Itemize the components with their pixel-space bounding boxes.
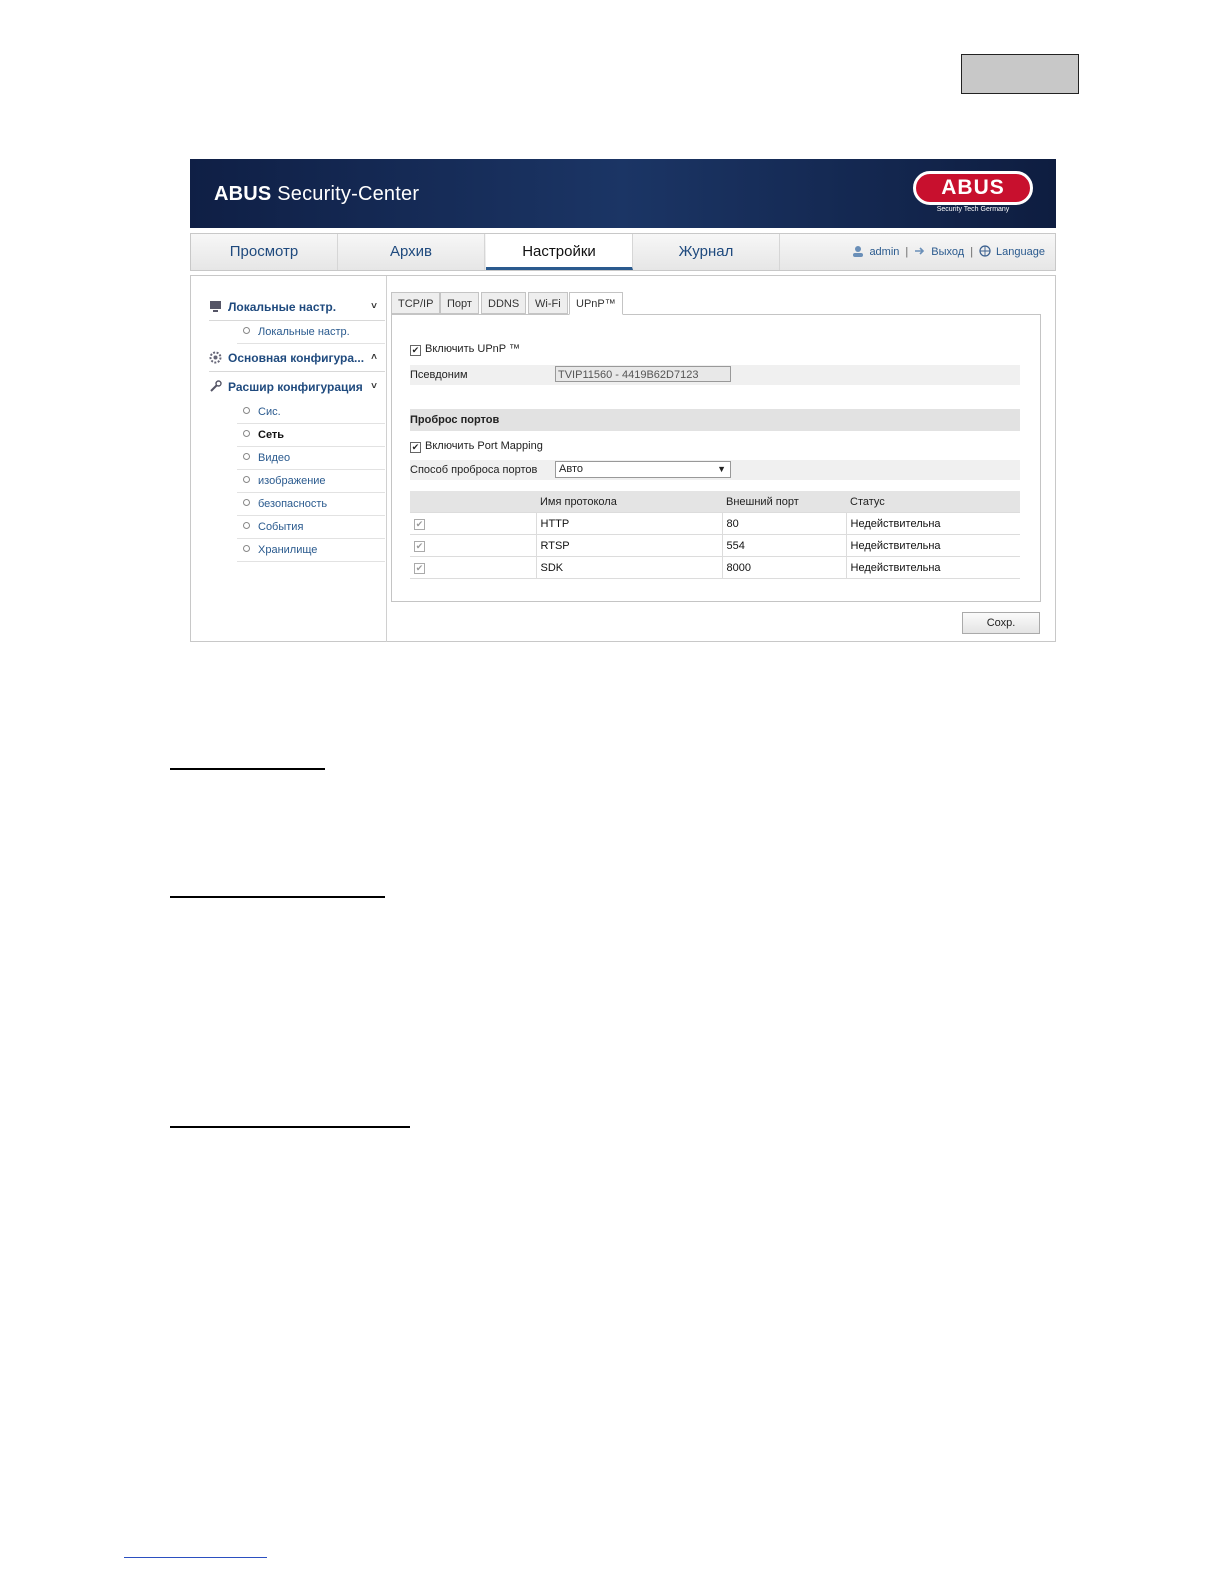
upnp-panel: [391, 314, 1041, 602]
chevron-down-icon: ˅: [371, 381, 377, 392]
enable-upnp-row: [410, 339, 1020, 359]
sidebar-local-settings[interactable]: Локальные настр. ˅: [209, 294, 385, 321]
heading-underline-1: [170, 768, 325, 770]
language-link[interactable]: Language: [996, 246, 1045, 258]
enable-mapping-label: Включить Port Mapping: [425, 440, 543, 452]
globe-icon: [979, 245, 991, 257]
tab-settings[interactable]: Настройки: [486, 234, 633, 270]
gear-icon: [209, 351, 222, 364]
content-area: [190, 275, 1056, 642]
app-title: ABUS Security-Center: [214, 183, 420, 205]
tab-tcpip[interactable]: TCP/IP: [391, 292, 440, 314]
bullet-icon: [243, 522, 250, 529]
bullet-icon: [243, 499, 250, 506]
row-checkbox[interactable]: ✔: [415, 519, 424, 529]
logo-subtitle: Security Tech Germany: [936, 206, 1010, 213]
bullet-icon: [243, 476, 250, 483]
tab-ddns[interactable]: DDNS: [481, 292, 526, 314]
logout-icon: [914, 245, 926, 257]
tab-preview[interactable]: Просмотр: [191, 234, 338, 270]
sidebar-item-system[interactable]: Сис.: [237, 401, 385, 424]
alias-input[interactable]: TVIP11560 - 4419B62D7123: [555, 366, 731, 382]
corner-box: [961, 54, 1079, 94]
enable-upnp-label: Включить UPnP ™: [425, 343, 520, 355]
table-row: ✔ SDK 8000 Недействительна: [410, 557, 1020, 579]
col-protocol: Имя протокола: [536, 491, 722, 513]
table-row: ✔ HTTP 80 Недействительна: [410, 513, 1020, 535]
user-bar: admin | Выход | Language: [852, 234, 1045, 270]
sidebar-basic-config[interactable]: Основная конфигура... ˄: [209, 345, 385, 372]
enable-mapping-row: [410, 436, 1020, 456]
wrench-icon: [209, 380, 222, 393]
sidebar-item-security[interactable]: безопасность: [237, 493, 385, 516]
mapping-mode-label: Способ проброса портов: [410, 464, 538, 476]
monitor-icon: [209, 300, 222, 313]
tab-archive[interactable]: Архив: [338, 234, 485, 270]
sidebar-item-image[interactable]: изображение: [237, 470, 385, 493]
enable-mapping-checkbox[interactable]: ✔: [411, 442, 420, 452]
tab-upnp[interactable]: UPnP™: [569, 292, 623, 315]
col-external-port: Внешний порт: [722, 491, 846, 513]
main-nav: [190, 233, 1056, 271]
logout-link[interactable]: Выход: [931, 246, 965, 258]
sidebar-advanced-config[interactable]: Расшир конфигурация ˅: [209, 374, 385, 400]
col-status: Статус: [846, 491, 1020, 513]
table-row: ✔ RTSP 554 Недействительна: [410, 535, 1020, 557]
tab-journal[interactable]: Журнал: [633, 234, 780, 270]
tab-wifi[interactable]: Wi-Fi: [528, 292, 568, 314]
bullet-icon: [243, 430, 250, 437]
port-forward-heading: Проброс портов: [410, 409, 1020, 431]
username-link[interactable]: admin: [869, 246, 900, 258]
sidebar-item-events[interactable]: События: [237, 516, 385, 539]
abus-logo: ABUS: [913, 171, 1033, 205]
tab-port[interactable]: Порт: [440, 292, 479, 314]
heading-underline-2: [170, 896, 385, 898]
row-checkbox[interactable]: ✔: [415, 563, 424, 573]
bullet-icon: [243, 453, 250, 460]
sidebar: [191, 276, 387, 642]
chevron-up-icon: ˄: [371, 352, 377, 363]
table-header-row: [410, 491, 1020, 513]
alias-row: [410, 365, 1020, 385]
sidebar-item-local[interactable]: Локальные настр.: [237, 321, 385, 344]
dropdown-arrow-icon: ▼: [717, 464, 726, 474]
footer-link-underline: [124, 1557, 267, 1558]
banner: [190, 159, 1056, 228]
app-screenshot: [190, 159, 1056, 642]
enable-upnp-checkbox[interactable]: ✔: [411, 345, 420, 355]
sidebar-item-storage[interactable]: Хранилище: [237, 539, 385, 562]
sidebar-item-network[interactable]: Сеть: [237, 424, 385, 447]
alias-label: Псевдоним: [410, 369, 468, 381]
bullet-icon: [243, 545, 250, 552]
chevron-down-icon: ˅: [371, 301, 377, 312]
mapping-mode-row: [410, 460, 1020, 480]
bullet-icon: [243, 327, 250, 334]
heading-underline-3: [170, 1126, 410, 1128]
save-button[interactable]: Сохр.: [962, 612, 1040, 634]
mapping-mode-select[interactable]: Авто ▼: [555, 461, 731, 478]
port-table: [410, 491, 1020, 579]
bullet-icon: [243, 407, 250, 414]
user-icon: [852, 245, 864, 257]
sidebar-item-video[interactable]: Видео: [237, 447, 385, 470]
row-checkbox[interactable]: ✔: [415, 541, 424, 551]
